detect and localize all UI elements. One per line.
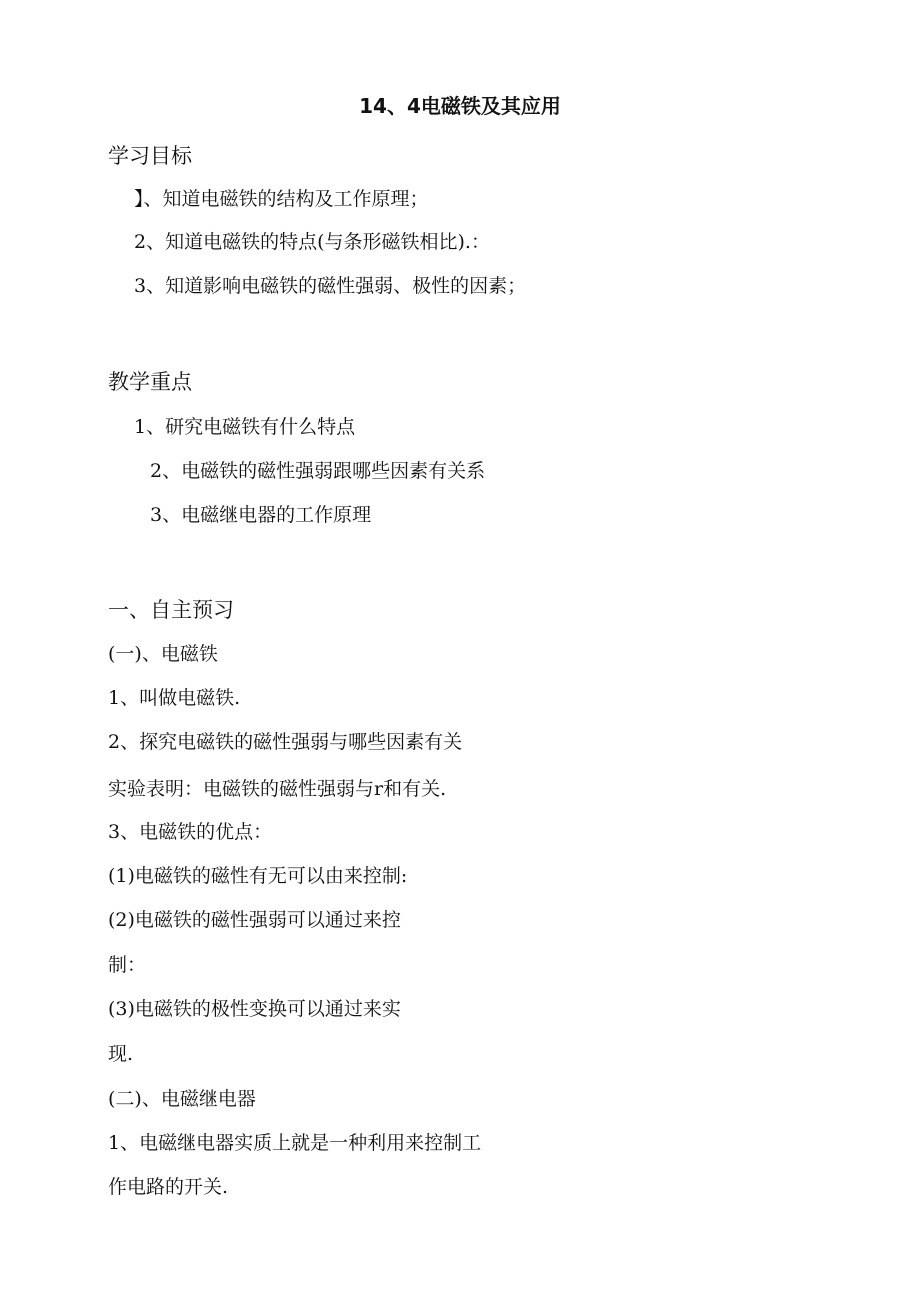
key-point-item-3: 3、电磁继电器的工作原理 [150,504,372,526]
relay-line-2: 作电路的开关. [108,1176,229,1198]
preview-line-1: 1、叫做电磁铁. [108,687,241,709]
key-point-item-1: 1、研究电磁铁有什么特点 [134,416,356,438]
objectives-heading: 学习目标 [108,144,192,168]
objective-item-2: 2、知道电磁铁的特点(与条形磁铁相比).： [134,231,490,253]
preview-line-4: 3、电磁铁的优点： [108,821,273,843]
objective-item-3: 3、知道影响电磁铁的磁性强弱、极性的因素； [134,275,527,297]
key-points-heading: 教学重点 [108,370,192,394]
preview-subheading-relay: (二)、电磁继电器 [108,1088,256,1110]
preview-line-2: 2、探究电磁铁的磁性强弱与哪些因素有关 [108,731,463,753]
preview-heading: 一、自主预习 [108,598,234,622]
relay-line-1: 1、电磁继电器实质上就是一种利用来控制工 [108,1132,482,1154]
preview-line-9: 现. [108,1043,134,1065]
preview-line-8: (3)电磁铁的极性变换可以通过来实 [108,998,401,1020]
preview-line-5: (1)电磁铁的磁性有无可以由来控制: [108,865,408,887]
page-title: 14、4电磁铁及其应用 [359,94,561,118]
objective-item-1: 】、知道电磁铁的结构及工作原理； [134,188,429,210]
preview-line-7: 制： [108,954,147,976]
preview-subheading-electromagnet: (一)、电磁铁 [108,643,218,665]
preview-line-6: (2)电磁铁的磁性强弱可以通过来控 [108,909,401,931]
preview-line-3: 实验表明：电磁铁的磁性强弱与r和有关. [108,778,447,800]
key-point-item-2: 2、电磁铁的磁性强弱跟哪些因素有关系 [150,460,486,482]
